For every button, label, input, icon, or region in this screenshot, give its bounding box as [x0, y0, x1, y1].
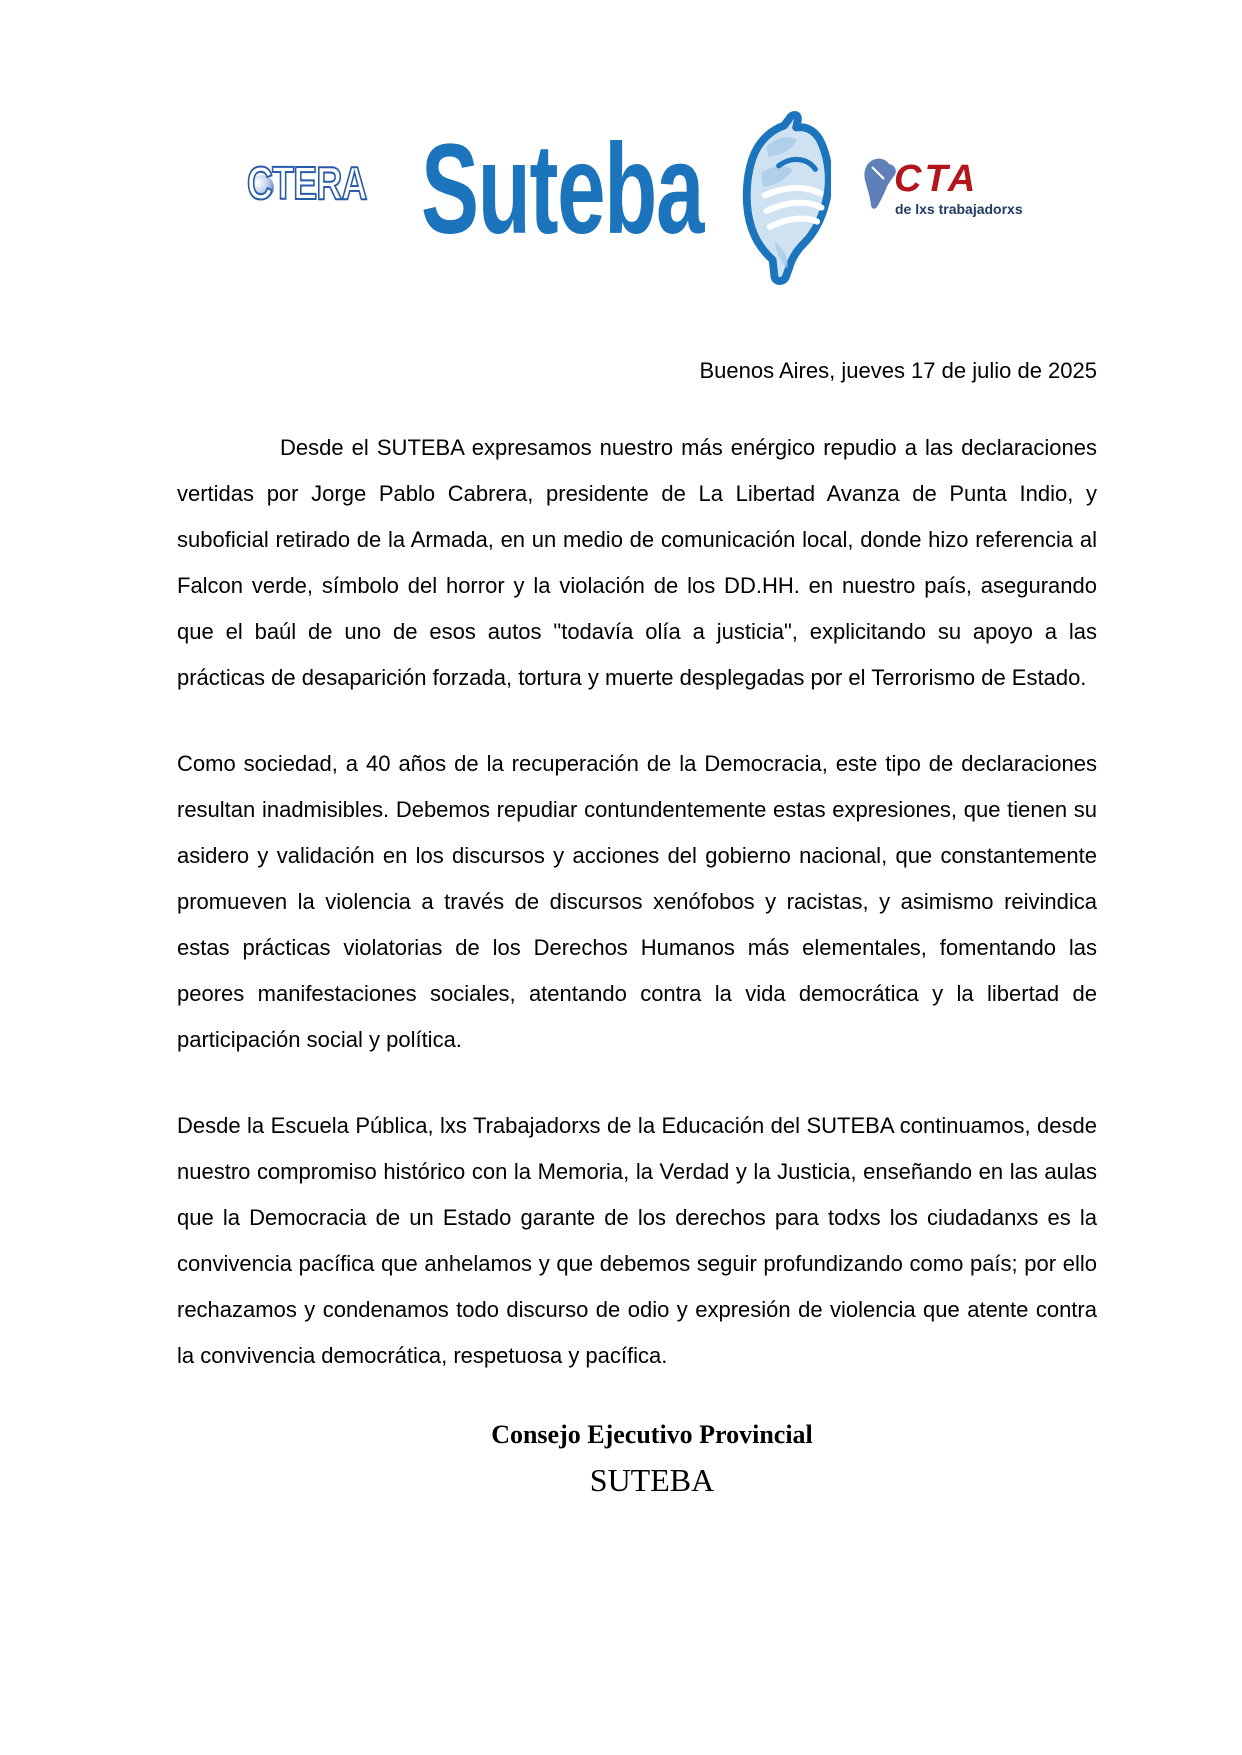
signature-title: Consejo Ejecutivo Provincial [491, 1420, 813, 1449]
letterhead [0, 0, 1242, 290]
ctera-logo [247, 157, 387, 210]
paragraph: Desde el SUTEBA expresamos nuestro más enérgico repudio a las declaraciones vertidas por Jorge Pablo Cabrera, presidente de La Libertad Avanza de Punta Indio, y suboficial retirado de la Armada, en un medio de comunicación local, donde hizo referencia al Falcon verde, símbolo del horror y la violación de los DD.HH. en nuestro país, asegurando que el baúl de uno de esos autos "todavía olía a justicia", explicitando su apoyo a las prácticas de desaparición forzada, tortura y muerte desplegadas por el Terrorismo de Estado. [177, 435, 1097, 690]
suteba-logo-text: Suteba [421, 118, 704, 261]
signature-block [192, 1419, 1112, 1500]
cta-logo [858, 150, 1028, 220]
letter-body [177, 425, 1097, 1379]
buenos-aires-province-map-icon [723, 110, 831, 286]
signature-organization: SUTEBA [589, 1461, 715, 1498]
cta-logo-subtitle: de lxs trabajadorxs [895, 201, 1023, 217]
paragraph: Desde la Escuela Pública, lxs Trabajadorxs de la Educación del SUTEBA continuamos, desde nuestro compromiso histórico con la Memoria, la Verdad y la Justicia, enseñando en las aulas que la Democracia de un Estado garante de los derechos para todxs los ciudadanxs es la convivencia pacífica que anhelamos y que debemos seguir profundizando como país; por ello rechazamos y condenamos todo discurso de odio y expresión de violencia que atente contra la convivencia democrática, respetuosa y pacífica. [177, 1113, 1097, 1368]
paragraph: Como sociedad, a 40 años de la recuperación de la Democracia, este tipo de declaraciones resultan inadmisibles. Debemos repudiar contundentemente estas expresiones, que tienen su asidero y validación en los discursos y acciones del gobierno nacional, que constantemente promueven la violencia a través de discursos xenófobos y racistas, y asimismo reivindica estas prácticas violatorias de los Derechos Humanos más elementales, fomentando las peores manifestaciones sociales, atentando contra la vida democrática y la libertad de participación social y política. [177, 751, 1097, 1052]
ctera-logo-text: CTERA [247, 157, 367, 209]
cta-logo-text: CTA [894, 158, 979, 200]
date-line: Buenos Aires, jueves 17 de julio de 2025 [699, 358, 1097, 383]
